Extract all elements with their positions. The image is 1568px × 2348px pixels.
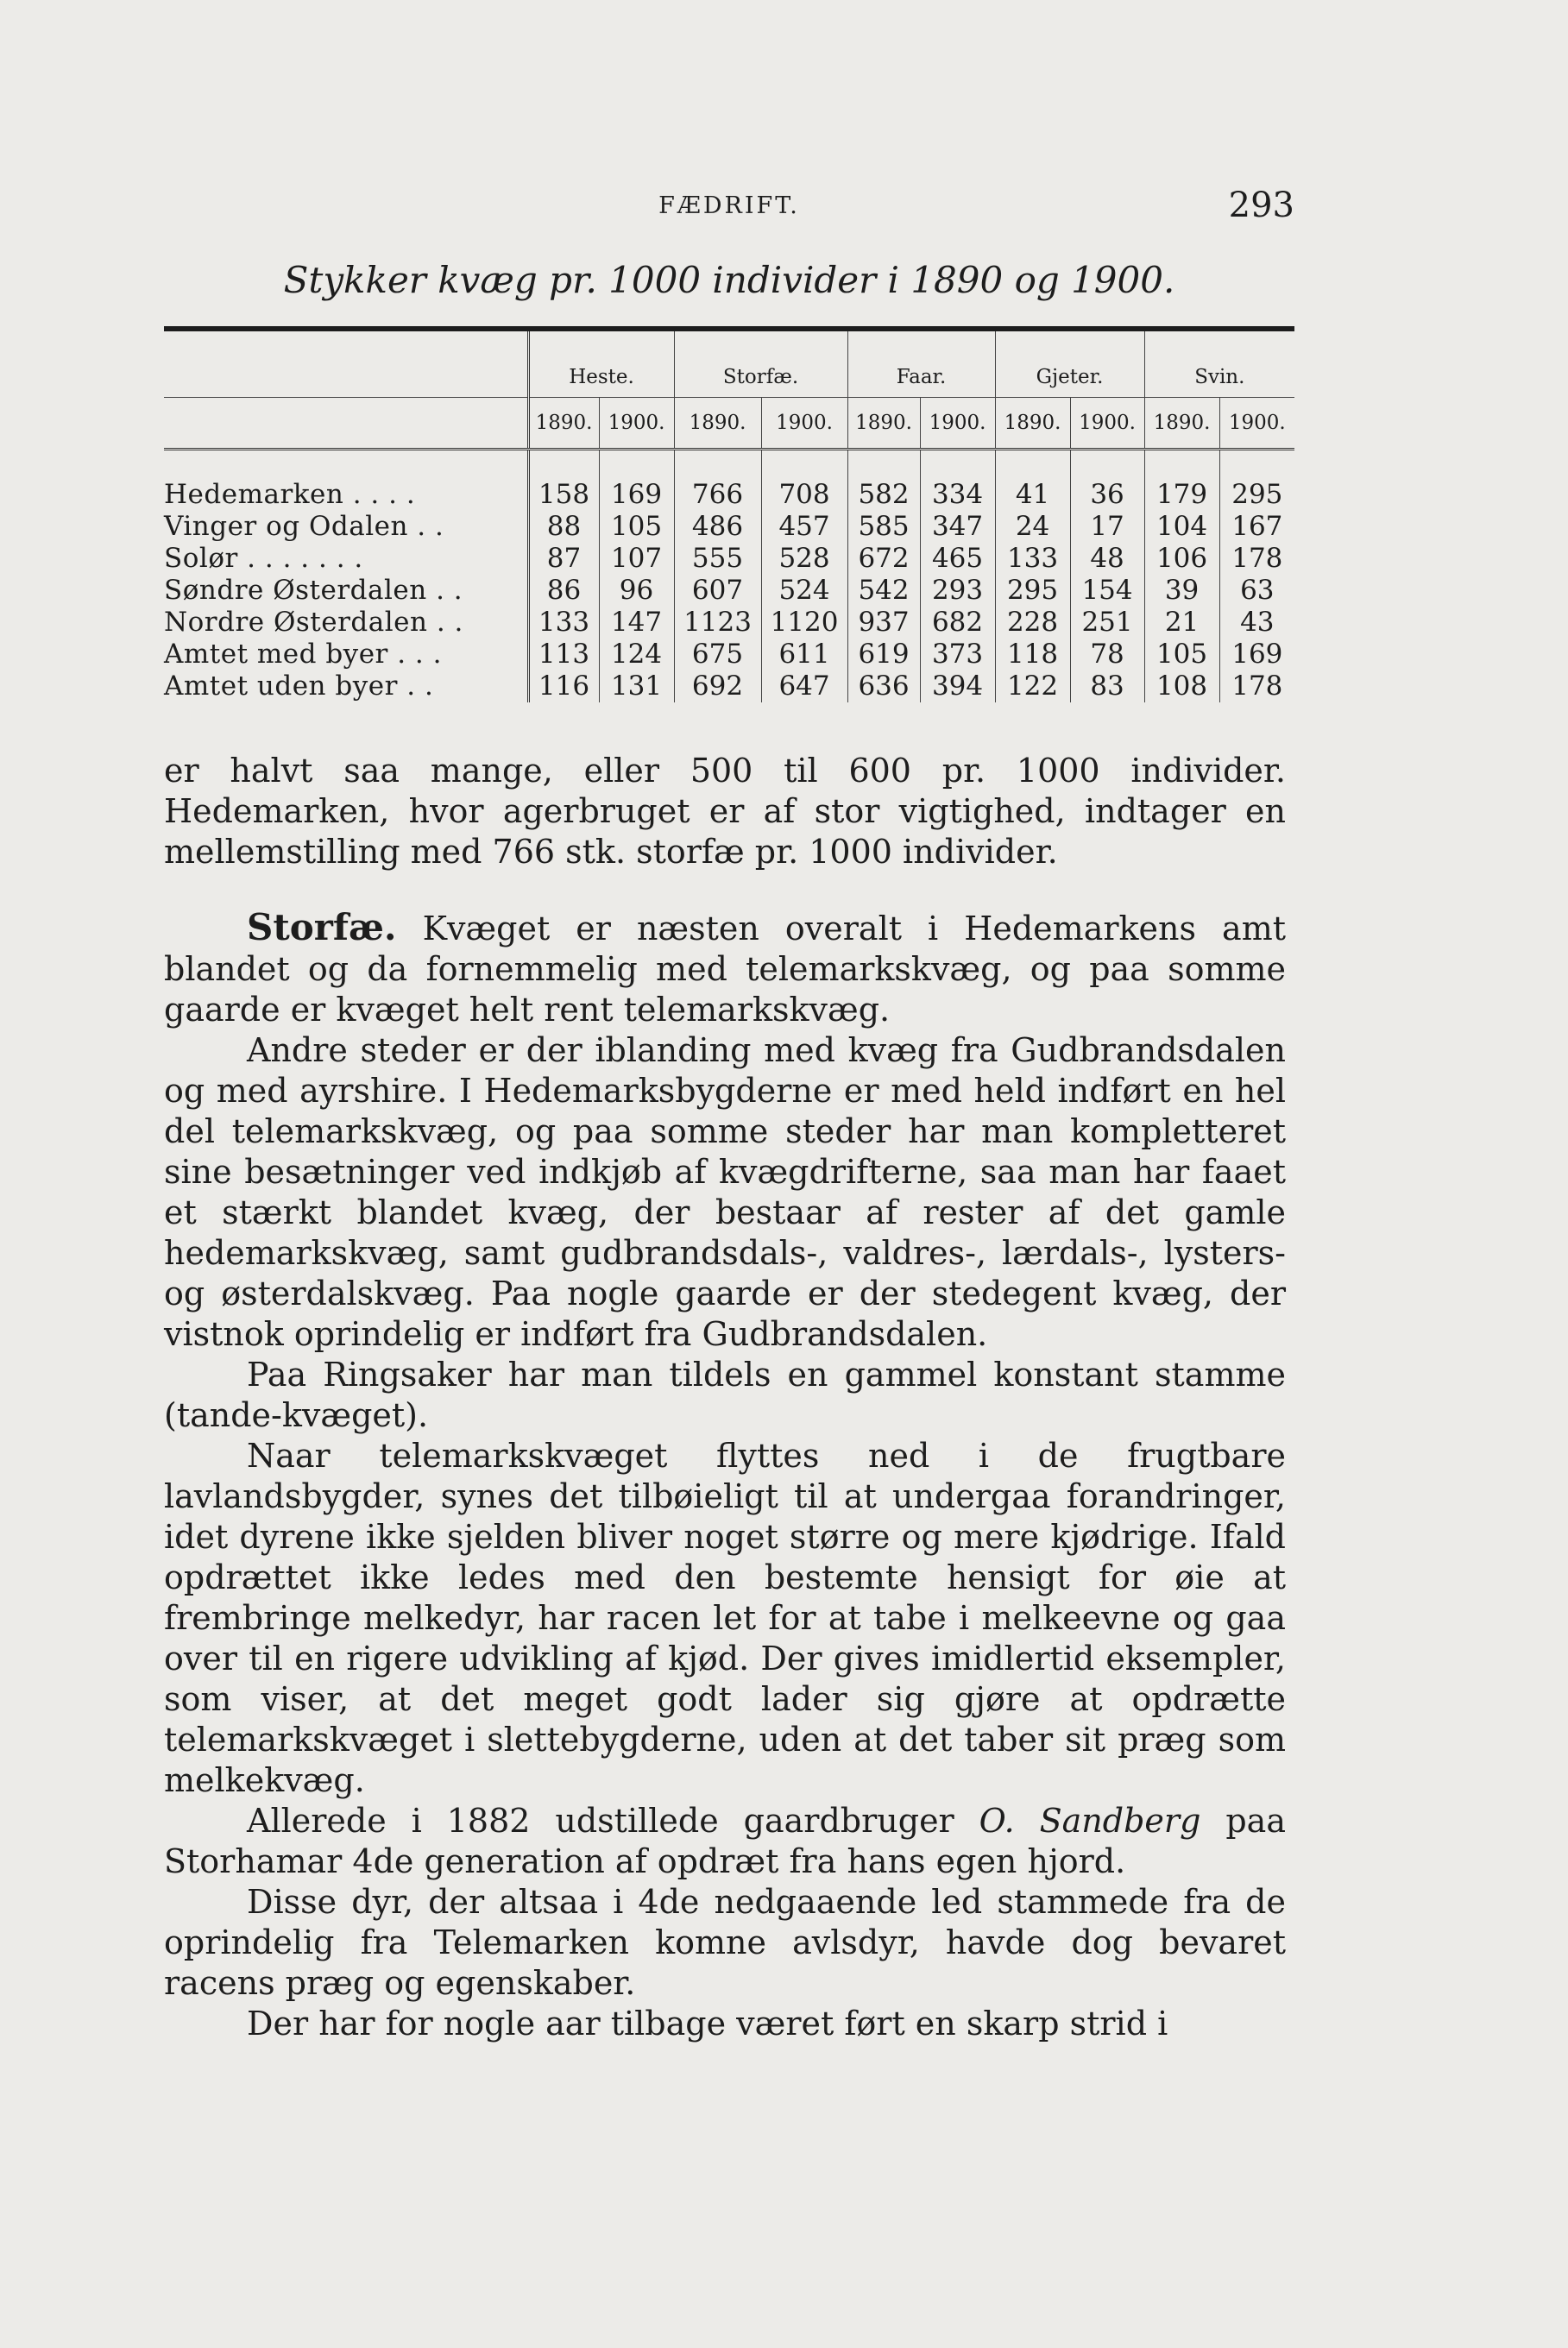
table-cell: 41 (995, 479, 1070, 511)
year-header: 1900. (1070, 398, 1144, 450)
table-cell: 113 (528, 639, 599, 670)
table-cell: 169 (599, 479, 674, 511)
table-cell: 251 (1070, 607, 1144, 639)
paragraph-text: Kvæget er næsten overalt i Hedemarkens amt blandet og da fornemmelig med telemarkskvæg, og paa somme gaarde er kvæget helt rent telemarkskvæg. (164, 910, 1286, 1029)
table-cell: 147 (599, 607, 674, 639)
table-cell: 105 (599, 511, 674, 543)
table-cell: 78 (1070, 639, 1144, 670)
table-cell: 63 (1219, 575, 1294, 607)
table-cell: 675 (674, 639, 761, 670)
paragraph-text: Allerede i 1882 udstillede gaardbruger (247, 1802, 954, 1840)
year-header: 1900. (599, 398, 674, 450)
corner-cell (164, 329, 528, 398)
table-cell: 1123 (674, 607, 761, 639)
year-header: 1900. (1219, 398, 1294, 450)
row-label: Vinger og Odalen . . (164, 511, 444, 542)
table-cell: 347 (920, 511, 995, 543)
page-header (164, 186, 1294, 229)
table-cell: 104 (1144, 511, 1219, 543)
table-cell: 585 (847, 511, 920, 543)
table-row (164, 670, 1294, 702)
table-cell: 169 (1219, 639, 1294, 670)
table-cell: 708 (761, 479, 847, 511)
group-header: Svin. (1144, 329, 1294, 398)
table-cell: 167 (1219, 511, 1294, 543)
year-header: 1900. (761, 398, 847, 450)
paragraph (164, 907, 1286, 1030)
table-cell: 647 (761, 670, 847, 702)
table-cell: 43 (1219, 607, 1294, 639)
table-cell: 334 (920, 479, 995, 511)
row-label: Søndre Østerdalen . . (164, 575, 463, 606)
table-cell: 373 (920, 639, 995, 670)
table-cell: 96 (599, 575, 674, 607)
table-title: Stykker kvæg pr. 1000 individer i 1890 og 1900. (283, 259, 1175, 301)
table-cell: 607 (674, 575, 761, 607)
table-cell: 228 (995, 607, 1070, 639)
table-row (164, 511, 1294, 543)
paragraph (164, 1801, 1286, 1882)
paragraph: er halvt saa mange, eller 500 til 600 pr. 1000 individer. Hedemarken, hvor agerbruget er af stor vigtighed, indtager en mellemstilling med 766 stk. storfæ pr. 1000 individer. (164, 752, 1286, 871)
group-header: Storfæ. (674, 329, 847, 398)
table-cell: 122 (995, 670, 1070, 702)
table-cell: 457 (761, 511, 847, 543)
table-cell: 486 (674, 511, 761, 543)
paragraph: Paa Ringsaker har man tildels en gammel konstant stamme (tande-kvæget). (164, 1356, 1286, 1434)
paragraph-text: paa Storhamar 4de generation af opdræt fra hans egen hjord. (164, 1802, 1286, 1880)
table-cell: 295 (995, 575, 1070, 607)
table-cell: 17 (1070, 511, 1144, 543)
paragraph: Andre steder er der iblanding med kvæg fra Gudbrandsdalen og med ayrshire. I Hedemarksbygderne er med held indført en hel del telemarkskvæg, og paa somme steder har man kompletteret sine besætninger ved indkjøb af kvægdrifterne, saa man har faaet et stærkt blandet kvæg, der bestaar af rester af det gamle hedemarkskvæg, samt gudbrandsdals-, valdres-, lærdals-, lysters- og østerdalskvæg. Paa nogle gaarde er der stedegent kvæg, der vistnok oprindelig er indført fra Gudbrandsdalen. (164, 1031, 1286, 1353)
table-cell: 158 (528, 479, 599, 511)
table-cell: 133 (995, 543, 1070, 575)
table-cell: 105 (1144, 639, 1219, 670)
row-label: Amtet uden byer . . (164, 670, 434, 702)
table-cell: 295 (1219, 479, 1294, 511)
table-row (164, 639, 1294, 670)
table-cell: 133 (528, 607, 599, 639)
table-cell: 48 (1070, 543, 1144, 575)
table-cell: 555 (674, 543, 761, 575)
table-cell: 619 (847, 639, 920, 670)
table-row (164, 607, 1294, 639)
table-cell: 179 (1144, 479, 1219, 511)
table-cell: 154 (1070, 575, 1144, 607)
table-cell: 692 (674, 670, 761, 702)
table-cell: 86 (528, 575, 599, 607)
row-label: Nordre Østerdalen . . (164, 607, 463, 638)
table-cell: 87 (528, 543, 599, 575)
paragraph: Naar telemarkskvæget flyttes ned i de frugtbare lavlandsbygder, synes det tilbøieligt til at undergaa forandringer, idet dyrene ikke sjelden bliver noget større og mere kjødrige. Ifald opdrættet ikke ledes med den bestemte hensigt for øie at frembringe melkedyr, har racen let for at tabe i melkeevne og gaa over til en rigere udvikling af kjød. Der gives imidlertid eksempler, som viser, at det meget godt lader sig gjøre at opdrætte telemarkskvæget i slettebygderne, uden at det taber sit præg som melkekvæg. (164, 1437, 1286, 1799)
table-cell: 524 (761, 575, 847, 607)
table-cell: 1120 (761, 607, 847, 639)
table-cell: 107 (599, 543, 674, 575)
table-cell: 766 (674, 479, 761, 511)
row-label: Hedemarken . . . . (164, 479, 416, 510)
year-header: 1890. (847, 398, 920, 450)
table-cell: 465 (920, 543, 995, 575)
paragraph: Der har for nogle aar tilbage været ført en skarp strid i (247, 2005, 1168, 2043)
table-cell: 178 (1219, 670, 1294, 702)
table-cell: 118 (995, 639, 1070, 670)
group-header: Gjeter. (995, 329, 1144, 398)
livestock-table (164, 326, 1294, 702)
table-cell: 36 (1070, 479, 1144, 511)
year-header: 1900. (920, 398, 995, 450)
table-cell: 83 (1070, 670, 1144, 702)
group-header: Faar. (847, 329, 995, 398)
table-cell: 178 (1219, 543, 1294, 575)
table-row (164, 479, 1294, 511)
table-cell: 937 (847, 607, 920, 639)
table-cell: 106 (1144, 543, 1219, 575)
year-header: 1890. (674, 398, 761, 450)
year-header: 1890. (1144, 398, 1219, 450)
table-cell: 394 (920, 670, 995, 702)
table-cell: 21 (1144, 607, 1219, 639)
table-cell: 124 (599, 639, 674, 670)
table-cell: 116 (528, 670, 599, 702)
table-cell: 611 (761, 639, 847, 670)
corner-cell (164, 398, 528, 450)
year-header: 1890. (995, 398, 1070, 450)
table-row (164, 575, 1294, 607)
table-cell: 108 (1144, 670, 1219, 702)
running-head: FÆDRIFT. (658, 192, 800, 219)
table-cell: 636 (847, 670, 920, 702)
table-cell: 582 (847, 479, 920, 511)
row-label: Solør . . . . . . . (164, 543, 363, 574)
table-cell: 672 (847, 543, 920, 575)
table-cell: 131 (599, 670, 674, 702)
year-header: 1890. (528, 398, 599, 450)
table-cell: 542 (847, 575, 920, 607)
paragraph: Disse dyr, der altsaa i 4de nedgaaende led stammede fra de oprindelig fra Telemarken komne avlsdyr, havde dog bevaret racens præg og egenskaber. (164, 1883, 1286, 2002)
body-text (164, 751, 1286, 2044)
table-cell: 88 (528, 511, 599, 543)
page-number: 293 (1228, 186, 1294, 225)
table-cell: 293 (920, 575, 995, 607)
table-cell: 39 (1144, 575, 1219, 607)
section-heading: Storfæ. (247, 906, 397, 948)
table-cell: 528 (761, 543, 847, 575)
person-name: O. Sandberg (979, 1802, 1201, 1840)
table-row (164, 543, 1294, 575)
group-header: Heste. (528, 329, 674, 398)
table-cell: 682 (920, 607, 995, 639)
table-cell: 24 (995, 511, 1070, 543)
row-label: Amtet med byer . . . (164, 639, 442, 670)
